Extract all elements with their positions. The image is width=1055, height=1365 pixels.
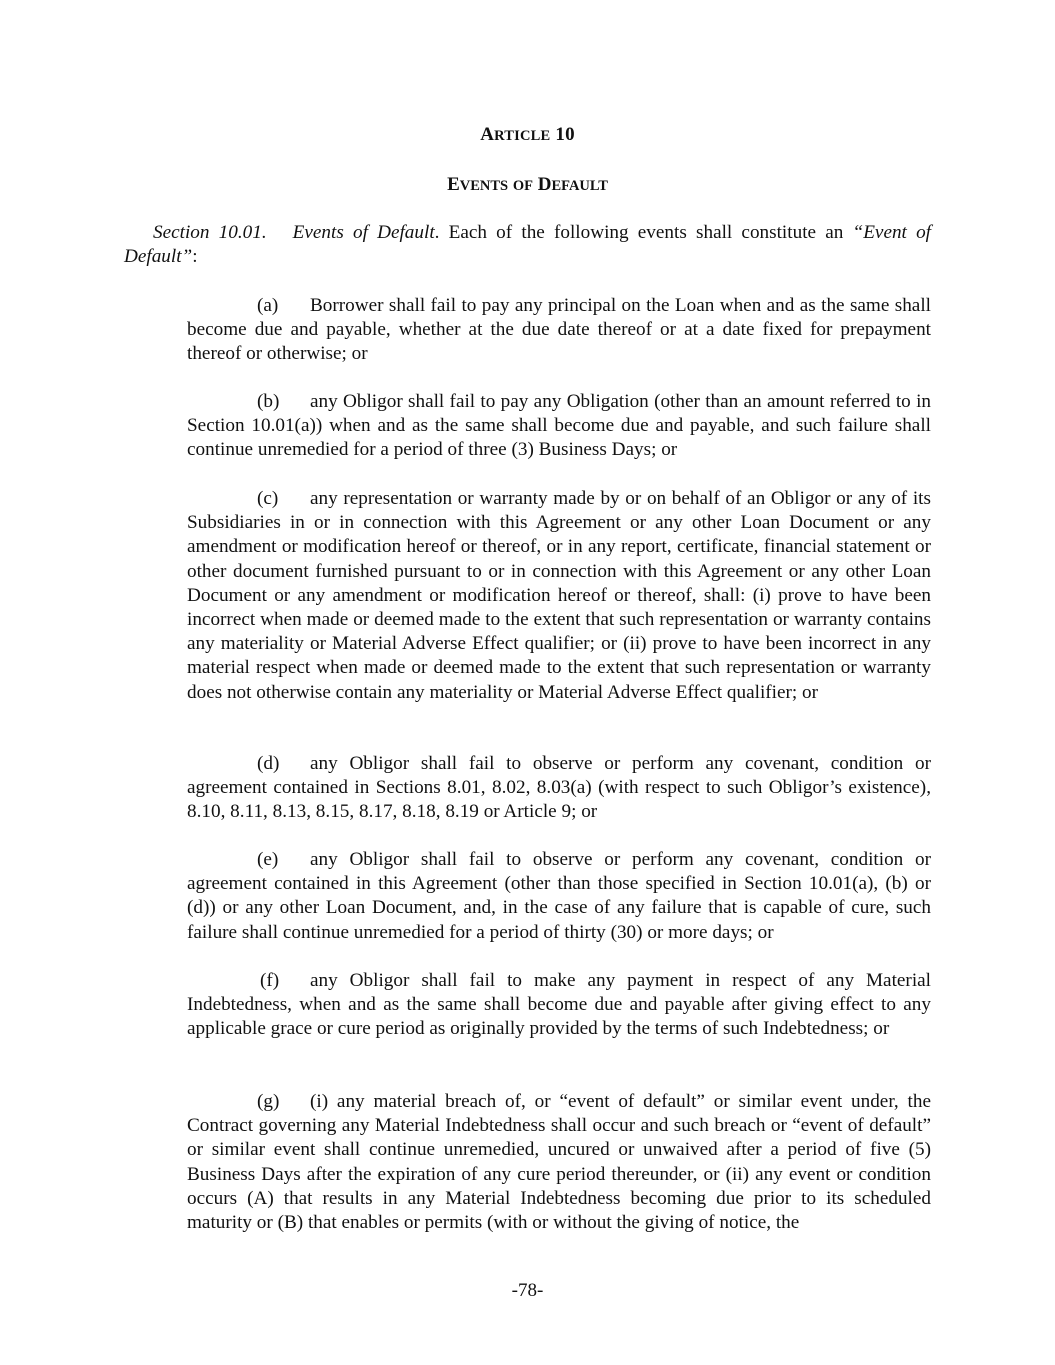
article-title-word2-initial: D bbox=[537, 174, 552, 195]
article-number-value: 10 bbox=[555, 124, 575, 145]
clause-label: (g) bbox=[257, 1091, 280, 1112]
section-defined-term: “Event of Default” bbox=[124, 222, 931, 268]
article-title-word2-rest: EFAULT bbox=[551, 178, 608, 194]
page-number: -78- bbox=[511, 1280, 544, 1301]
clause-label: (c) bbox=[257, 488, 279, 509]
clause-text: any Obligor shall fail to observe or perform any covenant, condition or agreement contained in this Agreement (other than those specified in Section 10.01(a), (b) or (d)) or any other Loan Document, and, in the case of any failure that is capable of cure, such failure shall continue unremedied for a period of thirty (30) or more days; or bbox=[187, 849, 931, 943]
clause-b bbox=[187, 390, 931, 463]
clause-label: (a) bbox=[257, 295, 279, 316]
article-title-word1-initial: E bbox=[447, 174, 460, 195]
clause-text: (i) any material breach of, or “event of default” or similar event under, the Contract governing any Material Indebtedness shall occur and such breach or “event of default” or similar event shall continue unremedied, uncured or unwaived after a period of five (5) Business Days after the expiration of any cure period thereunder, or (ii) any event or condition occurs (A) that results in any Material Indebtedness becoming due prior to its scheduled maturity or (B) that enables or permits (with or without the giving of notice, the bbox=[187, 1091, 931, 1234]
article-title-word1-rest: VENTS bbox=[459, 178, 509, 194]
clause-c bbox=[187, 487, 931, 705]
clause-label: (d) bbox=[257, 753, 280, 774]
clause-f bbox=[187, 969, 931, 1042]
section-10-01 bbox=[124, 221, 931, 269]
article-number bbox=[0, 124, 1055, 146]
section-heading: Events of Default bbox=[292, 222, 435, 243]
clause-label: (e) bbox=[257, 849, 279, 870]
clause-text: any representation or warranty made by or on behalf of an Obligor or any of its Subsidiaries in or in connection with this Agreement or any other Loan Document or any amendment or modification hereof or thereof, or in any report, certificate, financial statement or other document furnished pursuant to or in connection with this Agreement or any other Loan Document or any amendment or modification hereof or thereof, shall: (i) prove to have been incorrect when made or deemed made to the extent that such representation or warranty contains any materiality or Material Adverse Effect qualifier; or (ii) prove to have been incorrect in any material respect when made or deemed made to the extent that such representation or warranty does not otherwise contain any materiality or Material Adverse Effect qualifier; or bbox=[187, 488, 931, 703]
section-number: Section 10.01. bbox=[153, 222, 267, 243]
clause-a bbox=[187, 294, 931, 367]
clause-label: (b) bbox=[257, 391, 280, 412]
section-intro-end: : bbox=[192, 246, 198, 268]
article-number-label: RTICLE bbox=[494, 128, 551, 144]
clause-text: any Obligor shall fail to observe or perform any covenant, condition or agreement contained in Sections 8.01, 8.02, 8.03(a) (with respect to such Obligor’s existence), 8.10, 8.11, 8.13, 8.15, 8.17, 8.18, 8.19 or Article 9; or bbox=[187, 753, 931, 823]
article-title bbox=[0, 174, 1055, 196]
clause-text: Borrower shall fail to pay any principal on the Loan when and as the same shall become due and payable, whether at the due date thereof or at a date fixed for prepayment thereof or otherwise; or bbox=[187, 295, 931, 365]
article-title-of: OF bbox=[512, 178, 534, 194]
clause-d bbox=[187, 752, 931, 825]
clause-text: any Obligor shall fail to pay any Obligation (other than an amount referred to in Section 10.01(a)) when and as the same shall become due and payable, and such failure shall continue unremedied for a period of three (3) Business Days; or bbox=[187, 391, 931, 461]
article-number-initial: A bbox=[480, 124, 495, 145]
clause-text: any Obligor shall fail to make any payment in respect of any Material Indebtedness, when and as the same shall become due and payable after giving effect to any applicable grace or cure period as originally provided by the terms of such Indebtedness; or bbox=[187, 970, 931, 1040]
clause-g bbox=[187, 1090, 931, 1235]
clause-e bbox=[187, 848, 931, 945]
clause-label: (f) bbox=[260, 970, 280, 991]
section-intro: . Each of the following events shall constitute an bbox=[434, 222, 853, 243]
